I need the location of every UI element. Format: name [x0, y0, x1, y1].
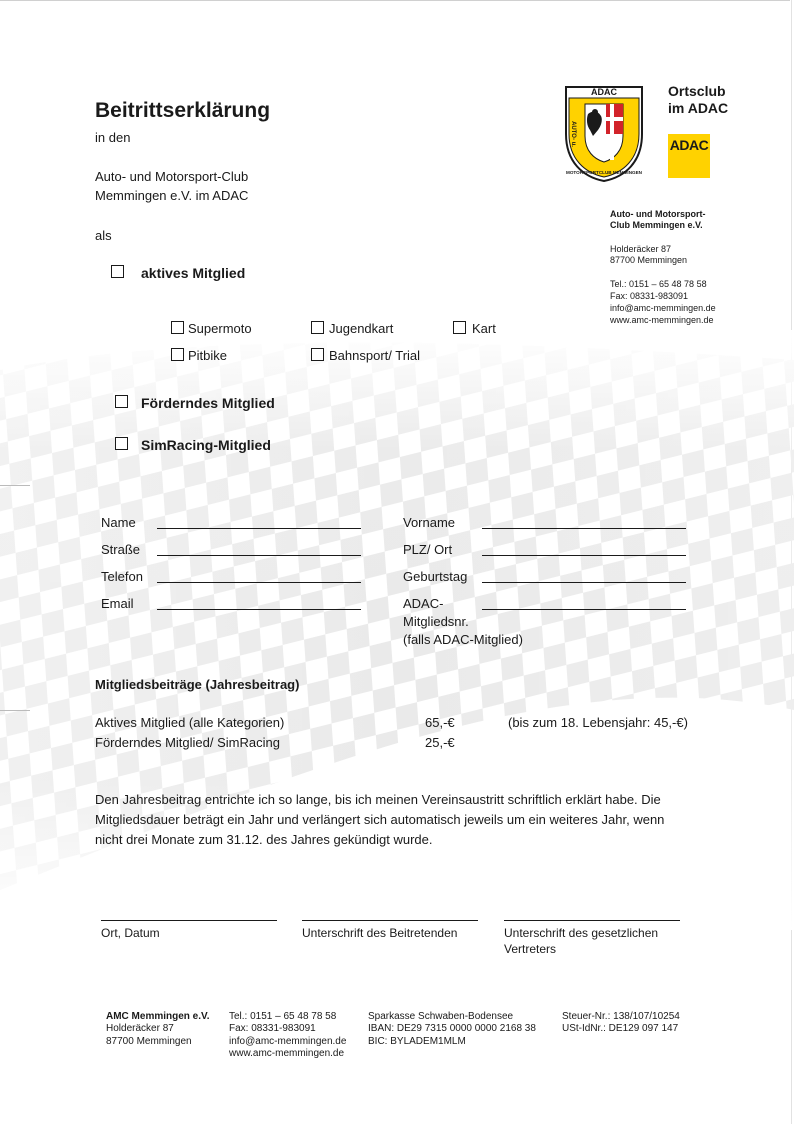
supporting-member-label: Förderndes Mitglied — [141, 395, 275, 411]
address-fax: Fax: 08331-983091 — [610, 291, 689, 301]
address-name-line2: Club Memmingen e.V. — [610, 220, 703, 230]
pitbike-label: Pitbike — [188, 348, 228, 363]
email-label: Email — [101, 596, 134, 611]
adac-number-label-line3: (falls ADAC-Mitglied) — [403, 632, 523, 647]
address-name-line1: Auto- und Motorsport- — [610, 209, 706, 219]
supermoto-checkbox[interactable] — [171, 321, 184, 334]
jugendkart-checkbox[interactable] — [311, 321, 324, 334]
logo-ring-left: AUTO- u. — [570, 121, 576, 147]
ortsclub-line2: im ADAC — [668, 100, 729, 116]
fold-mark — [0, 485, 30, 486]
bahnsport-trial-checkbox[interactable] — [311, 348, 324, 361]
logo-top-text: ADAC — [591, 87, 617, 97]
address-city: 87700 Memmingen — [610, 255, 688, 265]
fee-supporting-label: Förderndes Mitglied/ SimRacing — [95, 735, 280, 750]
footer-tax-number: Steuer-Nr.: 138/107/10254 — [562, 1011, 680, 1022]
birthday-field[interactable] — [482, 582, 686, 583]
adac-number-label-line1: ADAC- — [403, 596, 444, 611]
name-field[interactable] — [157, 528, 361, 529]
pitbike-checkbox[interactable] — [171, 348, 184, 361]
place-date-label: Ort, Datum — [101, 926, 160, 940]
terms-line2: Mitgliedsdauer beträgt ein Jahr und verlängert sich automatisch jeweils um ein weiteres Jahr, wenn — [95, 812, 665, 827]
adac-number-label-line2: Mitgliedsnr. — [403, 614, 469, 629]
adac-logo — [668, 134, 710, 178]
adac-logo-text: ADAC — [669, 137, 709, 153]
street-field[interactable] — [157, 555, 361, 556]
footer-org: AMC Memmingen e.V. — [106, 1011, 210, 1022]
simracing-member-label: SimRacing-Mitglied — [141, 437, 271, 453]
fee-active-label: Aktives Mitglied (alle Kategorien) — [95, 715, 285, 730]
fee-supporting-amount: 25,-€ — [425, 735, 455, 750]
applicant-signature-field[interactable] — [302, 920, 478, 921]
email-field[interactable] — [157, 609, 361, 610]
name-label: Name — [101, 515, 136, 530]
footer-tel: Tel.: 0151 – 65 48 78 58 — [229, 1011, 337, 1022]
footer-bank: Sparkasse Schwaben-Bodensee — [368, 1011, 514, 1022]
firstname-field[interactable] — [482, 528, 686, 529]
representative-signature-label-line2: Vertreters — [504, 942, 557, 956]
intro-in-den: in den — [95, 130, 131, 145]
footer-email: info@amc-memmingen.de — [229, 1036, 347, 1047]
fee-active-note: (bis zum 18. Lebensjahr: 45,-€) — [508, 715, 688, 730]
fold-mark — [0, 710, 30, 711]
club-name-line1: Auto- und Motorsport-Club — [95, 169, 249, 184]
footer-vat-id: USt-IdNr.: DE129 097 147 — [562, 1023, 679, 1034]
footer-fax: Fax: 08331-983091 — [229, 1023, 316, 1034]
representative-signature-label-line1: Unterschrift des gesetzlichen — [504, 926, 659, 940]
zip-city-label: PLZ/ Ort — [403, 542, 453, 557]
fees-heading: Mitgliedsbeiträge (Jahresbeitrag) — [95, 677, 300, 692]
address-street: Holderäcker 87 — [610, 244, 672, 254]
ortsclub-line1: Ortsclub — [668, 83, 726, 99]
applicant-signature-label: Unterschrift des Beitretenden — [302, 926, 458, 940]
footer-web: www.amc-memmingen.de — [229, 1048, 345, 1059]
representative-signature-field[interactable] — [504, 920, 680, 921]
supermoto-label: Supermoto — [188, 321, 252, 336]
intro-als: als — [95, 228, 112, 243]
address-email: info@amc-memmingen.de — [610, 303, 716, 313]
active-member-label: aktives Mitglied — [141, 265, 246, 281]
simracing-member-checkbox[interactable] — [115, 437, 128, 450]
terms-line3: nicht drei Monate zum 31.12. des Jahres gekündigt wurde. — [95, 832, 433, 847]
terms-line1: Den Jahresbeitrag entrichte ich so lange, bis ich meinen Vereinsaustritt schriftlich erklärt habe. Die — [95, 792, 661, 807]
club-logo — [563, 84, 645, 184]
zip-city-field[interactable] — [482, 555, 686, 556]
jugendkart-label: Jugendkart — [329, 321, 394, 336]
kart-checkbox[interactable] — [453, 321, 466, 334]
fee-active-amount: 65,-€ — [425, 715, 455, 730]
page-title: Beitrittserklärung — [95, 99, 271, 122]
birthday-label: Geburtstag — [403, 569, 468, 584]
phone-label: Telefon — [101, 569, 143, 584]
adac-number-field[interactable] — [482, 609, 686, 610]
bahnsport-trial-label: Bahnsport/ Trial — [329, 348, 421, 363]
footer-iban: IBAN: DE29 7315 0000 0000 2168 38 — [368, 1023, 536, 1034]
firstname-label: Vorname — [403, 515, 456, 530]
footer-city: 87700 Memmingen — [106, 1036, 192, 1047]
place-date-field[interactable] — [101, 920, 277, 921]
kart-label: Kart — [472, 321, 496, 336]
street-label: Straße — [101, 542, 141, 557]
club-name-line2: Memmingen e.V. im ADAC — [95, 188, 249, 203]
supporting-member-checkbox[interactable] — [115, 395, 128, 408]
address-tel: Tel.: 0151 – 65 48 78 58 — [610, 279, 707, 289]
address-web: www.amc-memmingen.de — [610, 315, 714, 325]
footer-street: Holderäcker 87 — [106, 1023, 174, 1034]
footer-bic: BIC: BYLADEM1MLM — [368, 1036, 466, 1047]
logo-ring-right: MOTORSPORTCLUB MEMMINGEN — [566, 170, 642, 175]
phone-field[interactable] — [157, 582, 361, 583]
page-top-border — [0, 0, 790, 1]
active-member-checkbox[interactable] — [111, 265, 124, 278]
